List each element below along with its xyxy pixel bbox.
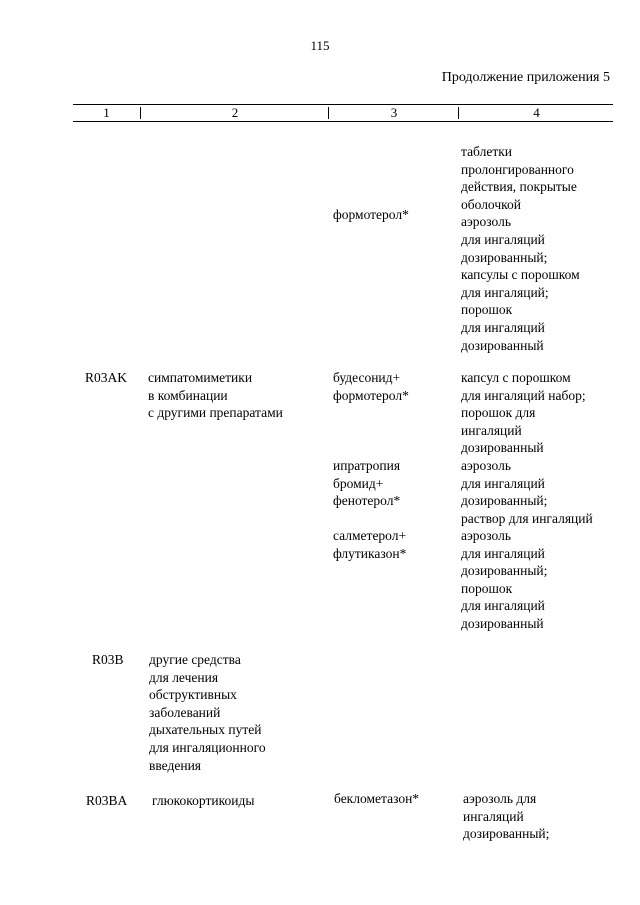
dosage-form: таблетки пролонгированного действия, покрытые оболочкой аэрозоль для ингаляций дозированный; капсулы с порошком для ингаляций; порошок для ингаляций дозированный — [461, 144, 580, 353]
page-number: 115 — [310, 38, 330, 53]
header-col-4: 4 — [533, 105, 540, 120]
drug-name: ипратропия бромид+ фенотерол* — [333, 458, 401, 509]
group-name: глюкокортикоиды — [152, 793, 255, 808]
header-divider — [140, 107, 141, 119]
dosage-form: аэрозоль для ингаляций дозированный; — [463, 791, 550, 842]
atc-code: R03B — [92, 652, 124, 667]
group-name: симпатомиметики в комбинации с другими препаратами — [148, 370, 283, 421]
dosage-form: капсул с порошком для ингаляций набор; порошок для ингаляций дозированный — [461, 370, 586, 456]
table-header — [73, 104, 613, 122]
header-col-2: 2 — [231, 105, 239, 120]
drug-name: салметерол+ флутиказон* — [333, 528, 407, 561]
drug-name: будесонид+ формотерол* — [333, 370, 409, 403]
group-name: другие средства для лечения обструктивных заболеваний дыхательных путей для ингаляционного введения — [149, 652, 266, 773]
continuation-note: Продолжение приложения 5 — [441, 70, 610, 85]
header-col-3: 3 — [390, 105, 398, 120]
atc-code: R03BA — [86, 793, 128, 808]
drug-name: формотерол* — [333, 207, 409, 222]
atc-code: R03AK — [85, 370, 128, 385]
header-divider — [458, 107, 459, 119]
header-col-1: 1 — [103, 105, 110, 120]
dosage-form: аэрозоль для ингаляций дозированный; раствор для ингаляций — [461, 458, 593, 526]
drug-name: беклометазон* — [334, 791, 420, 806]
dosage-form: аэрозоль для ингаляций дозированный; порошок для ингаляций дозированный — [461, 528, 548, 631]
header-divider — [328, 107, 329, 119]
